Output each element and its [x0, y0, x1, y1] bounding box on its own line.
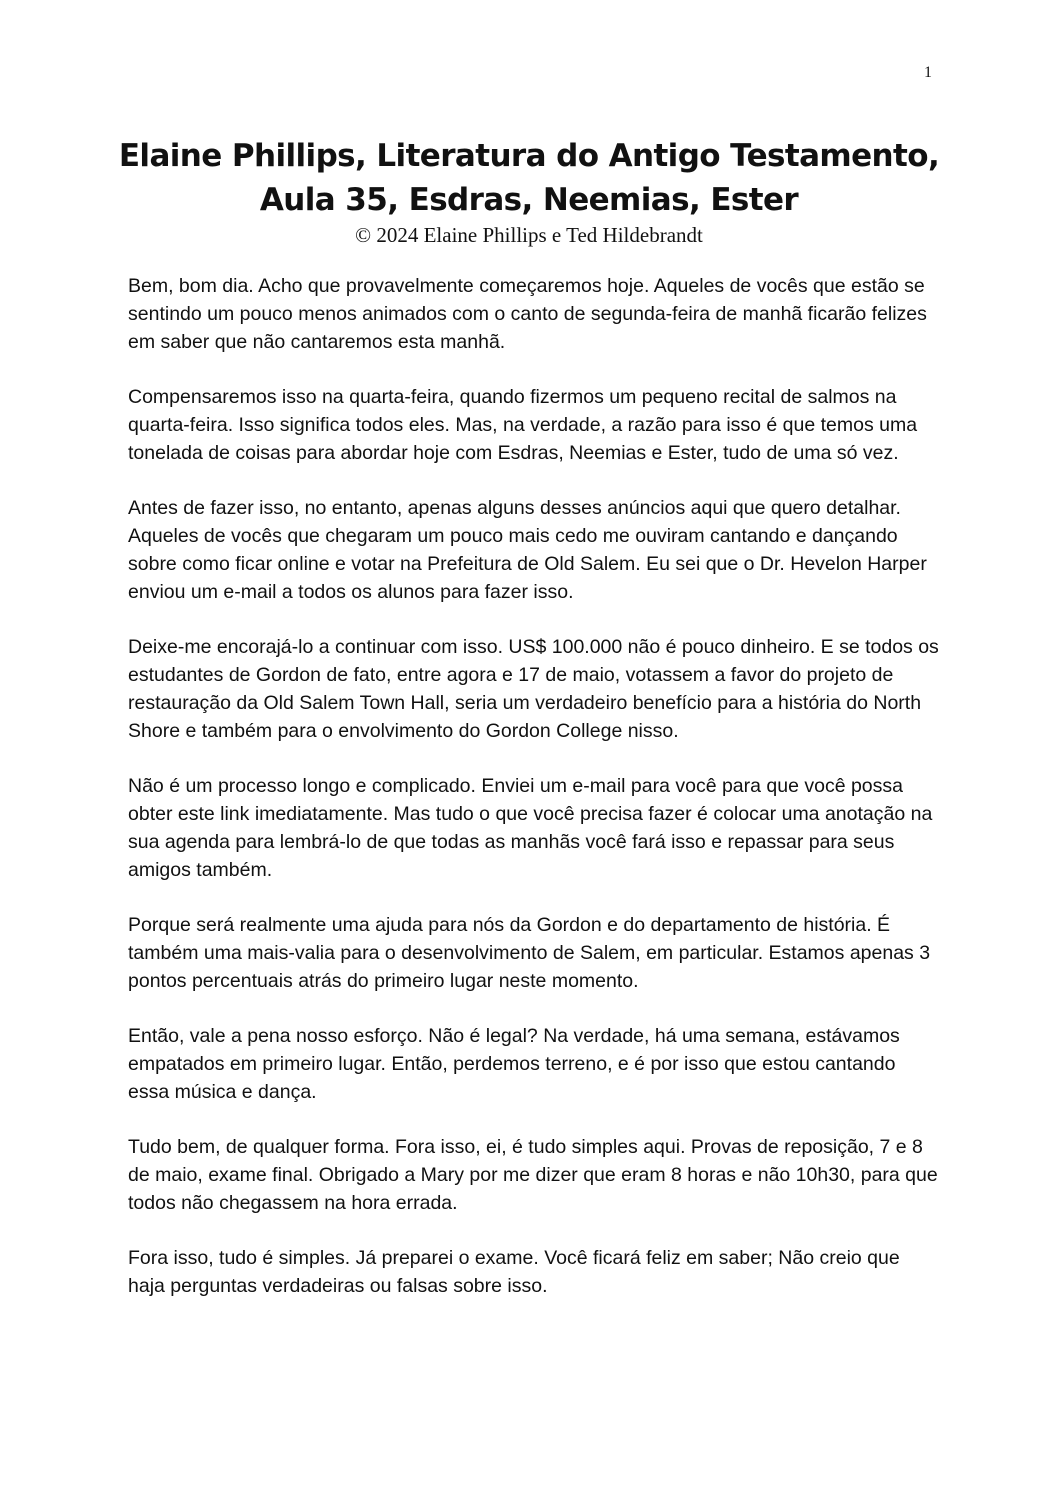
paragraph: Antes de fazer isso, no entanto, apenas alguns desses anúncios aqui que quero detalhar. Aqueles de vocês que chegaram um pouco mais cedo me ouviram cantando e dançando sobre como ficar online e votar na Prefeitura de Old Salem. Eu sei que o Dr. Hevelon Harper enviou um e-mail a todos os alunos para fazer isso. — [128, 497, 927, 603]
paragraph: Bem, bom dia. Acho que provavelmente começaremos hoje. Aqueles de vocês que estão se sentindo um pouco menos animados com o canto de segunda-feira de manhã ficarão felizes em saber que não cantaremos esta manhã. — [128, 275, 927, 353]
document-title — [0, 134, 1058, 222]
paragraph: Porque será realmente uma ajuda para nós da Gordon e do departamento de história. É também uma mais-valia para o desenvolvimento de Salem, em particular. Estamos apenas 3 pontos percentuais atrás do primeiro lugar neste momento. — [128, 914, 931, 992]
document-body — [128, 272, 940, 1327]
title-line-2: Aula 35, Esdras, Neemias, Ester — [259, 182, 799, 218]
paragraph: Então, vale a pena nosso esforço. Não é legal? Na verdade, há uma semana, estávamos empatados em primeiro lugar. Então, perdemos terreno, e é por isso que estou cantando essa música e dança. — [128, 1025, 900, 1103]
paragraph: Deixe-me encorajá-lo a continuar com isso. US$ 100.000 não é pouco dinheiro. E se todos os estudantes de Gordon de fato, entre agora e 17 de maio, votassem a favor do projeto de restauração da Old Salem Town Hall, seria um verdadeiro benefício para a história do North Shore e também para o envolvimento do Gordon College nisso. — [128, 636, 939, 742]
title-line-1: Elaine Phillips, Literatura do Antigo Testamento, — [118, 138, 940, 174]
paragraph: Fora isso, tudo é simples. Já preparei o exame. Você ficará feliz em saber; Não creio que haja perguntas verdadeiras ou falsas sobre isso. — [128, 1247, 900, 1297]
paragraph: Compensaremos isso na quarta-feira, quando fizermos um pequeno recital de salmos na quarta-feira. Isso significa todos eles. Mas, na verdade, a razão para isso é que temos uma tonelada de coisas para abordar hoje com Esdras, Neemias e Ester, tudo de uma só vez. — [128, 386, 918, 464]
copyright-line: © 2024 Elaine Phillips e Ted Hildebrandt — [355, 223, 703, 247]
page-number: 1 — [924, 64, 932, 81]
paragraph: Tudo bem, de qualquer forma. Fora isso, ei, é tudo simples aqui. Provas de reposição, 7 e 8 de maio, exame final. Obrigado a Mary por me dizer que eram 8 horas e não 10h30, para que todos não chegassem na hora errada. — [128, 1136, 938, 1214]
paragraph: Não é um processo longo e complicado. Enviei um e-mail para você para que você possa obter este link imediatamente. Mas tudo o que você precisa fazer é colocar uma anotação na sua agenda para lembrá-lo de que todas as manhãs você fará isso e repassar para seus amigos também. — [128, 775, 933, 881]
